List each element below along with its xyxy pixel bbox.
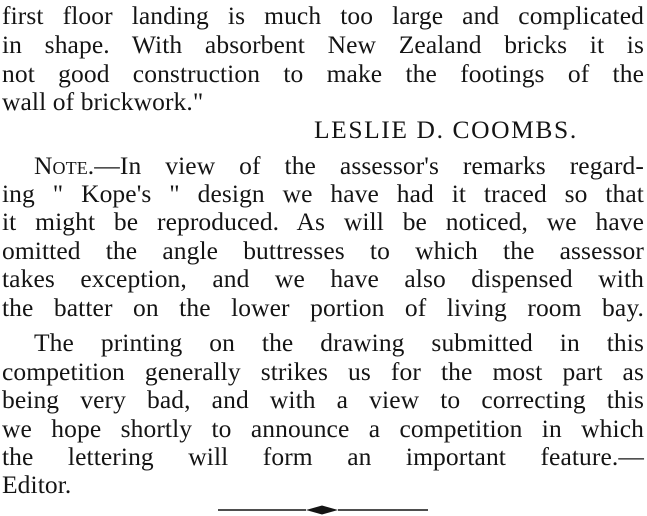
editorial-line-4: we hope shortly to announce a competition in which [2, 414, 644, 443]
signature: LESLIE D. COOMBS. [314, 115, 578, 144]
continuation-line-1: first floor landing is much too large and complicated [2, 1, 644, 30]
note-label: Note. [34, 151, 95, 180]
note-line-3: it might be reproduced. As will be noticed, we have [2, 207, 644, 236]
note-line-4: omitted the angle buttresses to which the assessor [2, 236, 644, 265]
note-line-1 [34, 152, 644, 180]
continuation-line-2: in shape. With absorbent New Zealand bricks it is [2, 30, 644, 59]
editorial-line-1: The printing on the drawing submitted in this [34, 328, 644, 357]
note-line-6: the batter on the lower portion of living room bay. [2, 293, 644, 322]
editorial-line-5: the lettering will form an important feature.— [2, 442, 644, 471]
ornament-diamond [306, 506, 338, 515]
editorial-line-2: competition generally strikes us for the most part as [2, 357, 644, 386]
editorial-line-3: being very bad, and with a view to correcting this [2, 385, 644, 414]
note-line-2: ing " Kope's " design we have had it traced so that [2, 179, 644, 208]
note-first-line-text: —In view of the assessor's remarks regard- [94, 151, 644, 180]
end-ornament-rule [218, 504, 428, 516]
continuation-line-3: not good construction to make the footings of the [2, 59, 644, 88]
continuation-line-4: wall of brickwork." [2, 87, 204, 116]
editorial-line-6: Editor. [2, 470, 72, 499]
note-line-5: takes exception, and we have also dispensed with [2, 264, 644, 293]
